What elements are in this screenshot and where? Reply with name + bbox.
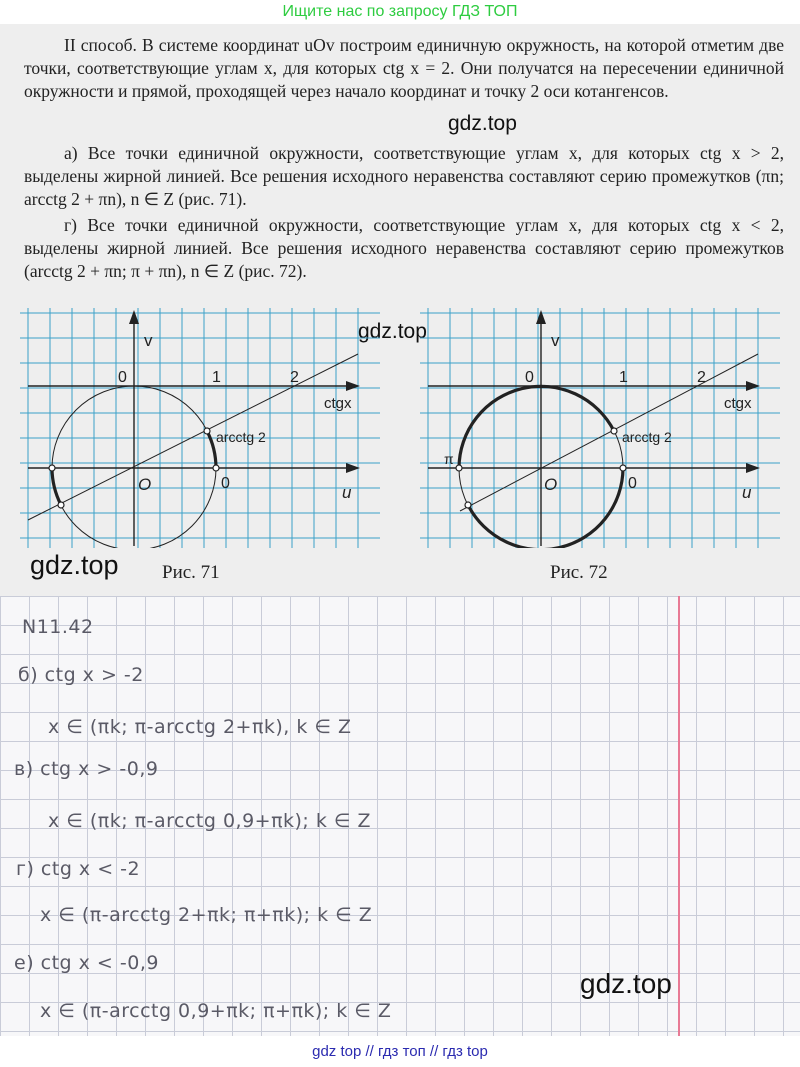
condition-g: г) ctg x < -2 [16,858,141,880]
tick-label-1: 1 [212,369,221,386]
zero-point-label: 0 [628,475,637,492]
condition-b: б) ctg x > -2 [18,664,144,686]
line-through-origin [28,354,358,520]
condition-v: в) ctg x > -0,9 [14,758,159,780]
point-opposite [58,502,64,508]
grid [420,308,780,548]
method-paragraph: II способ. В системе координат uOv построим единичную окружность, на которой отметим две точки, соответствующие углам x, для которых ctg x = 2. Они получатся на пересечении единичной окружности и прямой, проходящей через начало координат и точку 2 оси котангенсов. [24,35,784,101]
origin-label: O [544,475,558,494]
axis-label-ctg: ctgx [324,395,352,412]
figure-71 [20,308,380,548]
part-g-paragraph: г) Все точки единичной окружности, соответствующие углам x, для которых ctg x < 2, выделены жирной линией. Все решения исходного неравенства составляют серию промежутков (arcctg 2 + πn; π + πn), n ∈ Z (рис. 72). [24,215,784,281]
task-number: N11.42 [22,616,94,638]
point-opposite [465,502,471,508]
point-arcctg2 [204,428,210,434]
zero-point-label: 0 [221,475,230,492]
notebook-page [0,596,800,1036]
top-banner: Ищите нас по запросу ГДЗ ТОП [282,3,518,20]
textbook-page [0,24,800,596]
line-through-origin [460,354,758,511]
highlighted-arc [459,386,614,468]
margin-line [678,596,680,1036]
footer: gdz top // гдз топ // гдз top [312,1043,488,1060]
grid [20,308,380,548]
point-zero [213,465,219,471]
part-a-paragraph: а) Все точки единичной окружности, соответствующие углам x, для которых ctg x > 2, выделены жирной линией. Все решения исходного неравенства составляют серию промежутков (πn; arcctg 2 + πn), n ∈ Z (рис. 71). [24,143,784,209]
tick-label-0: 0 [525,369,534,386]
condition-e: е) ctg x < -0,9 [14,952,159,974]
axis-label-u: u [742,483,752,502]
arcctg-label: arcctg 2 [622,429,672,445]
answer-v: x ∈ (πk; π-arcctg 0,9+πk); k ∈ Z [48,810,372,832]
figure-72 [420,308,780,548]
arcctg-label: arcctg 2 [216,429,266,445]
watermark: gdz.top [30,550,119,580]
tick-label-0: 0 [118,369,127,386]
highlighted-arc [207,431,216,468]
figure-72-caption: Рис. 72 [550,562,608,583]
origin-label: O [138,475,152,494]
answer-e: x ∈ (π-arcctg 0,9+πk; π+πk); k ∈ Z [40,1000,392,1022]
point-zero [620,465,626,471]
axis-label-v: v [144,331,153,350]
answer-b: x ∈ (πk; π-arcctg 2+πk), k ∈ Z [48,716,352,738]
watermark: gdz.top [580,968,672,999]
tick-label-1: 1 [619,369,628,386]
axis-label-u: u [342,483,352,502]
tick-label-2: 2 [290,369,299,386]
highlighted-arc [52,468,61,505]
figure-71-caption: Рис. 71 [162,562,220,583]
axis-label-ctg: ctgx [724,395,752,412]
point-arcctg2 [611,428,617,434]
watermark: gdz.top [448,112,517,135]
point-pi [456,465,462,471]
tick-label-2: 2 [697,369,706,386]
point-pi [49,465,55,471]
pi-label: π [444,451,454,467]
watermark: gdz.top [358,320,427,343]
axis-label-v: v [551,331,560,350]
answer-g: x ∈ (π-arcctg 2+πk; π+πk); k ∈ Z [40,904,373,926]
